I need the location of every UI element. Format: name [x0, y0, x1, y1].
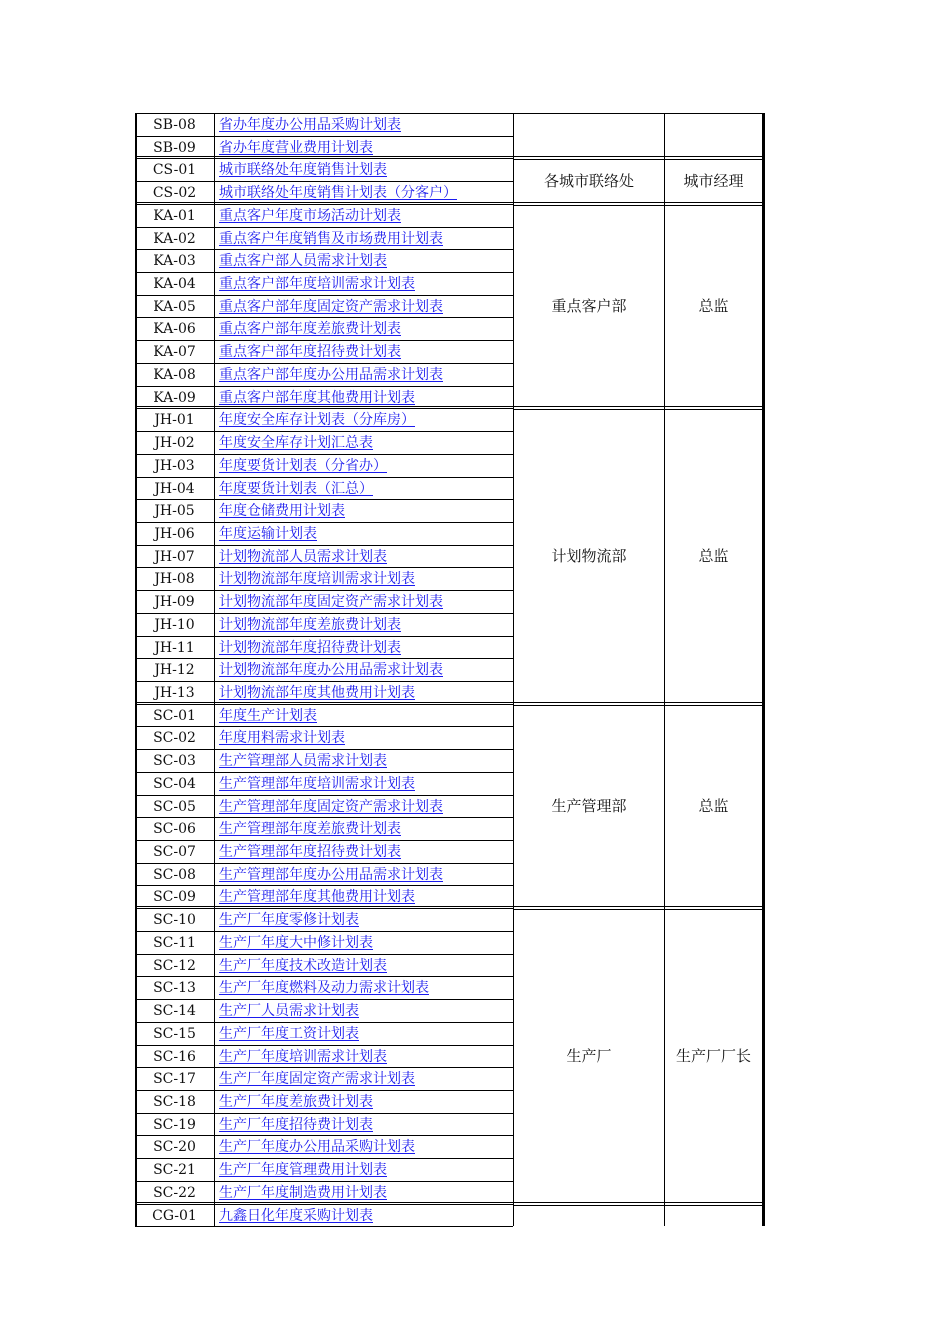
- form-code: JH-11: [154, 639, 195, 656]
- form-link[interactable]: 省办年度办公用品采购计划表: [219, 117, 401, 133]
- owner-cell: 总监: [698, 547, 729, 566]
- form-code: SC-14: [153, 1003, 196, 1020]
- group-divider: [135, 1202, 513, 1203]
- form-link[interactable]: 计划物流部人员需求计划表: [219, 548, 387, 565]
- form-link[interactable]: 计划物流部年度招待费计划表: [219, 639, 401, 656]
- form-link[interactable]: 计划物流部年度其他费用计划表: [219, 685, 415, 701]
- form-link[interactable]: 生产厂年度招待费计划表: [219, 1116, 373, 1133]
- form-link[interactable]: 计划物流部年度培训需求计划表: [219, 571, 415, 588]
- form-name-cell: [215, 318, 513, 341]
- department-cell: 计划物流部: [551, 547, 627, 566]
- form-name-cell: [215, 818, 513, 841]
- table-top-border: [513, 113, 762, 114]
- form-code: CS-02: [152, 185, 197, 202]
- department-cell: [514, 1204, 664, 1227]
- form-code: SC-05: [153, 798, 196, 815]
- form-name-cell: [215, 637, 513, 660]
- form-link[interactable]: 年度运输计划表: [219, 525, 317, 542]
- form-link[interactable]: 生产厂年度大中修计划表: [219, 934, 373, 951]
- form-code: JH-08: [154, 571, 195, 588]
- form-code: KA-04: [153, 276, 196, 293]
- group-divider: [513, 702, 762, 703]
- form-code: JH-09: [154, 594, 195, 611]
- form-link[interactable]: 年度安全库存计划表（分库房）: [219, 412, 415, 429]
- group-divider: [513, 1202, 762, 1203]
- form-code: SC-20: [153, 1139, 196, 1156]
- form-link[interactable]: 生产管理部年度培训需求计划表: [219, 775, 415, 792]
- form-code: SC-06: [153, 821, 196, 838]
- form-code: JH-05: [154, 503, 195, 520]
- form-link[interactable]: 生产厂年度固定资产需求计划表: [219, 1071, 415, 1088]
- form-code: SC-19: [153, 1116, 196, 1133]
- form-link[interactable]: 重点客户部年度培训需求计划表: [219, 276, 415, 293]
- owner-cell: 总监: [698, 796, 729, 815]
- form-name-cell: [215, 750, 513, 773]
- form-code: SC-12: [153, 957, 196, 974]
- form-code: JH-12: [154, 662, 195, 679]
- form-code: SB-08: [153, 117, 196, 133]
- form-name-cell: [215, 773, 513, 796]
- form-name-cell: [215, 1159, 513, 1182]
- form-link[interactable]: 生产管理部年度差旅费计划表: [219, 821, 401, 838]
- form-code: SC-17: [153, 1071, 196, 1088]
- form-link[interactable]: 生产厂年度燃料及动力需求计划表: [219, 980, 429, 997]
- form-name-cell: [215, 1091, 513, 1114]
- table-right-border: [762, 113, 765, 1226]
- form-link[interactable]: 城市联络处年度销售计划表（分客户）: [219, 185, 457, 202]
- form-code: JH-10: [154, 616, 195, 633]
- form-name-cell: [215, 1136, 513, 1159]
- department-cell: 重点客户部: [551, 297, 627, 316]
- group-divider: [513, 156, 762, 157]
- form-name-cell: [215, 909, 513, 932]
- form-link[interactable]: 生产管理部人员需求计划表: [219, 753, 387, 770]
- form-name-cell: [215, 1023, 513, 1046]
- form-name-cell: [215, 523, 513, 546]
- form-name-cell: [215, 114, 513, 137]
- form-code: SC-13: [153, 980, 196, 997]
- plan-table: [135, 113, 765, 1227]
- form-link[interactable]: 重点客户部年度固定资产需求计划表: [219, 298, 443, 315]
- form-name-cell: [215, 409, 513, 432]
- form-link[interactable]: 生产管理部年度其他费用计划表: [219, 889, 415, 906]
- form-name-cell: [215, 864, 513, 887]
- form-code: SC-01: [153, 707, 196, 724]
- form-name-cell: [215, 659, 513, 682]
- form-code: SC-04: [153, 775, 196, 792]
- column-divider: [664, 113, 665, 1226]
- form-code: CG-01: [152, 1207, 197, 1224]
- form-name-cell: [215, 1114, 513, 1137]
- form-code: JH-03: [154, 457, 195, 474]
- form-name-cell: [215, 159, 513, 182]
- form-name-cell: [215, 546, 513, 569]
- department-cell: 各城市联络处: [543, 172, 634, 191]
- form-name-cell: [215, 727, 513, 750]
- group-divider: [135, 406, 513, 407]
- form-link[interactable]: 生产管理部年度办公用品需求计划表: [219, 866, 443, 883]
- form-code: SC-21: [153, 1162, 196, 1179]
- form-code: SB-09: [153, 139, 196, 156]
- form-name-cell: [215, 1046, 513, 1069]
- form-code: SC-11: [153, 934, 196, 951]
- form-name-cell: [215, 341, 513, 364]
- form-code: SC-22: [153, 1184, 196, 1201]
- form-link[interactable]: 计划物流部年度差旅费计划表: [219, 616, 401, 633]
- group-divider: [135, 702, 513, 703]
- form-name-cell: [215, 796, 513, 819]
- form-name-cell: [215, 205, 513, 228]
- group-divider: [513, 202, 762, 203]
- form-code: JH-07: [154, 548, 195, 565]
- form-code: JH-06: [154, 525, 195, 542]
- form-link[interactable]: 重点客户部年度办公用品需求计划表: [219, 366, 443, 383]
- table-left-border: [135, 113, 137, 1226]
- form-code: SC-16: [153, 1048, 196, 1065]
- form-code: JH-01: [154, 412, 195, 429]
- form-name-cell: [215, 841, 513, 864]
- form-link[interactable]: 重点客户部年度招待费计划表: [219, 344, 401, 361]
- form-name-cell: [215, 455, 513, 478]
- form-name-cell: [215, 932, 513, 955]
- form-link[interactable]: 年度生产计划表: [219, 707, 317, 724]
- form-name-cell: [215, 500, 513, 523]
- form-code: KA-06: [153, 321, 196, 338]
- form-name-cell: [215, 977, 513, 1000]
- group-divider: [513, 906, 762, 907]
- form-link[interactable]: 生产厂年度差旅费计划表: [219, 1093, 373, 1110]
- owner-cell: 城市经理: [683, 172, 744, 191]
- form-link[interactable]: 生产管理部年度招待费计划表: [219, 844, 401, 861]
- form-link[interactable]: 重点客户部年度其他费用计划表: [219, 389, 415, 406]
- form-name-cell: [215, 955, 513, 978]
- group-divider: [135, 906, 513, 907]
- form-code: SC-09: [153, 889, 196, 906]
- form-name-cell: [215, 1068, 513, 1091]
- form-code: KA-07: [153, 344, 196, 361]
- form-code: SC-18: [153, 1093, 196, 1110]
- form-code: SC-10: [153, 912, 196, 929]
- form-code: JH-04: [154, 480, 195, 497]
- form-link[interactable]: 重点客户部人员需求计划表: [219, 253, 387, 270]
- form-link[interactable]: 生产厂人员需求计划表: [219, 1003, 359, 1020]
- form-name-cell: [215, 296, 513, 319]
- form-link[interactable]: 生产厂年度培训需求计划表: [219, 1048, 387, 1065]
- form-name-cell: [215, 591, 513, 614]
- form-name-cell: [215, 1000, 513, 1023]
- form-name-cell: [215, 705, 513, 728]
- form-code: SC-02: [153, 730, 196, 747]
- form-name-cell: [215, 432, 513, 455]
- form-link[interactable]: 年度安全库存计划汇总表: [219, 435, 373, 452]
- form-code: SC-03: [153, 753, 196, 770]
- form-code: KA-09: [153, 389, 196, 406]
- form-code: SC-15: [153, 1025, 196, 1042]
- form-code: SC-07: [153, 844, 196, 861]
- form-code: JH-02: [154, 435, 195, 452]
- owner-cell: 生产厂厂长: [675, 1046, 751, 1065]
- form-name-cell: [215, 1205, 513, 1228]
- group-divider: [135, 202, 513, 203]
- department-cell: [514, 113, 664, 158]
- group-divider: [135, 156, 513, 157]
- owner-cell: [665, 1204, 762, 1227]
- form-name-cell: [215, 568, 513, 591]
- department-cell: 生产管理部: [551, 796, 627, 815]
- form-code: CS-01: [152, 162, 197, 179]
- department-cell: 生产厂: [566, 1046, 612, 1065]
- form-name-cell: [215, 273, 513, 296]
- form-link[interactable]: 生产厂年度管理费用计划表: [219, 1162, 387, 1179]
- form-link[interactable]: 计划物流部年度办公用品需求计划表: [219, 662, 443, 679]
- form-name-cell: [215, 364, 513, 387]
- form-link[interactable]: 生产厂年度工资计划表: [219, 1025, 359, 1042]
- form-link[interactable]: 年度仓储费用计划表: [219, 503, 345, 520]
- form-name-cell: [215, 228, 513, 251]
- owner-cell: 总监: [698, 297, 729, 316]
- form-code: KA-08: [153, 366, 196, 383]
- form-code: KA-02: [153, 230, 196, 247]
- form-code: JH-13: [154, 685, 195, 701]
- form-link[interactable]: 生产厂年度办公用品采购计划表: [219, 1139, 415, 1156]
- form-link[interactable]: 生产管理部年度固定资产需求计划表: [219, 798, 443, 815]
- form-link[interactable]: 生产厂年度零修计划表: [219, 912, 359, 929]
- form-link[interactable]: 重点客户年度市场活动计划表: [219, 207, 401, 224]
- form-link[interactable]: 省办年度营业费用计划表: [219, 139, 373, 156]
- owner-cell: [665, 113, 762, 158]
- form-code: SC-08: [153, 866, 196, 883]
- form-link[interactable]: 计划物流部年度固定资产需求计划表: [219, 594, 443, 611]
- form-name-cell: [215, 478, 513, 501]
- form-code: KA-05: [153, 298, 196, 315]
- form-code: KA-03: [153, 253, 196, 270]
- form-code: KA-01: [153, 207, 196, 224]
- form-link[interactable]: 年度用料需求计划表: [219, 730, 345, 747]
- form-link[interactable]: 重点客户部年度差旅费计划表: [219, 321, 401, 338]
- form-link[interactable]: 生产厂年度技术改造计划表: [219, 957, 387, 974]
- group-divider: [513, 406, 762, 407]
- form-link[interactable]: 年度要货计划表（分省办）: [219, 457, 387, 474]
- form-link[interactable]: 重点客户年度销售及市场费用计划表: [219, 230, 443, 247]
- form-name-cell: [215, 250, 513, 273]
- form-name-cell: [215, 614, 513, 637]
- form-link[interactable]: 生产厂年度制造费用计划表: [219, 1184, 387, 1201]
- form-link[interactable]: 城市联络处年度销售计划表: [219, 162, 387, 179]
- form-link[interactable]: 年度要货计划表（汇总）: [219, 480, 373, 497]
- form-link[interactable]: 九鑫日化年度采购计划表: [219, 1207, 373, 1224]
